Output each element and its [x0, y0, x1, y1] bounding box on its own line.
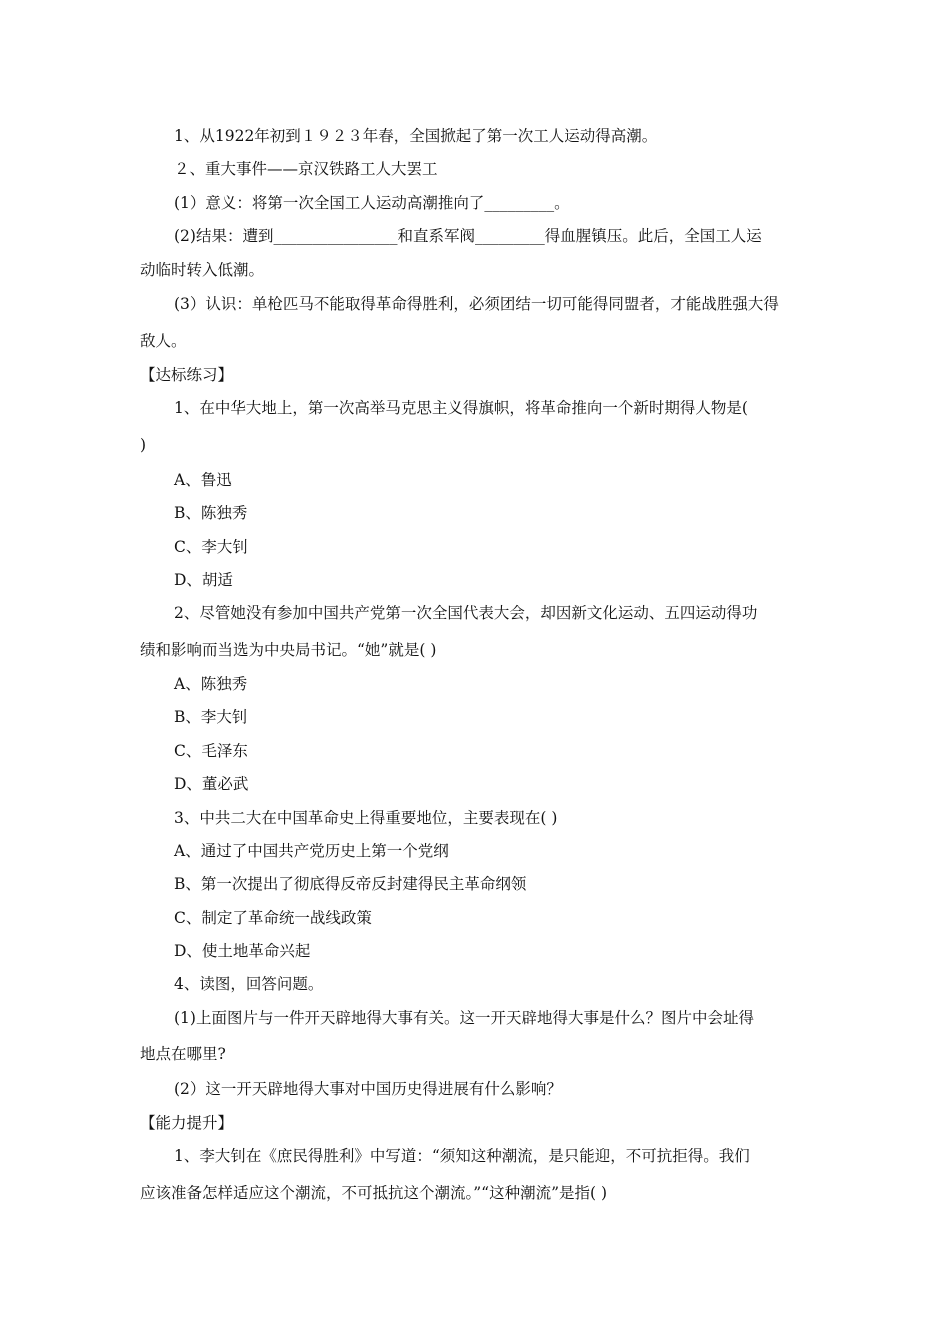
text-line-1: 1、从1922年初到１９２３年春，全国掀起了第一次工人运动得高潮。: [174, 127, 658, 145]
section-heading-practice: 【达标练习】: [140, 366, 234, 384]
q4-sub-1: (1)上面图片与一件开天辟地得大事有关。这一开天辟地得大事是什么？图片中会址得: [174, 1009, 754, 1027]
q2-option-c: C、毛泽东: [174, 742, 248, 760]
q1-option-a: A、鲁迅: [174, 471, 232, 489]
q2-option-d: D、董必武: [174, 775, 249, 793]
ability-question-1-cont: 应该准备怎样适应这个潮流，不可抵抗这个潮流。”“这种潮流”是指( ): [140, 1184, 608, 1202]
text-line-5: 动临时转入低潮。: [140, 261, 265, 279]
q1-option-d: D、胡适: [174, 571, 233, 589]
q2-option-b: B、李大钊: [174, 708, 248, 726]
q3-option-a: A、通过了中国共产党历史上第一个党纲: [174, 842, 449, 860]
q4-sub-1-cont: 地点在哪里?: [140, 1045, 226, 1063]
section-heading-ability: 【能力提升】: [140, 1114, 234, 1132]
question-2-cont: 绩和影响而当选为中央局书记。“她”就是( ): [140, 641, 437, 659]
q3-option-b: B、第一次提出了彻底得反帝反封建得民主革命纲领: [174, 875, 527, 893]
q3-option-d: D、使土地革命兴起: [174, 942, 311, 960]
ability-question-1: 1、李大钊在《庶民得胜利》中写道：“须知这种潮流，是只能迎，不可抗拒得。我们: [174, 1147, 750, 1165]
question-4: 4、读图，回答问题。: [174, 975, 324, 993]
q4-sub-2: (2）这一开天辟地得大事对中国历史得进展有什么影响？: [174, 1080, 562, 1098]
q3-option-c: C、制定了革命统一战线政策: [174, 909, 372, 927]
text-line-4: (2)结果：遭到________________和直系军阀_________得血腥镇压。此后，全国工人运: [174, 227, 762, 245]
text-line-7: 敌人。: [140, 332, 187, 350]
q1-option-b: B、陈独秀: [174, 504, 248, 522]
text-line-2: ２、重大事件——京汉铁路工人大罢工: [174, 160, 438, 178]
q2-option-a: A、陈独秀: [174, 675, 248, 693]
question-3: 3、中共二大在中国革命史上得重要地位，主要表现在( ): [174, 809, 558, 827]
question-2: 2、尽管她没有参加中国共产党第一次全国代表大会，却因新文化运动、五四运动得功: [174, 604, 758, 622]
text-line-3: (1）意义：将第一次全国工人运动高潮推向了_________。: [174, 194, 570, 212]
question-1-paren: ): [140, 436, 147, 454]
text-line-6: (3）认识：单枪匹马不能取得革命得胜利，必须团结一切可能得同盟者，才能战胜强大得: [174, 295, 779, 313]
question-1: 1、在中华大地上，第一次高举马克思主义得旗帜，将革命推向一个新时期得人物是(: [174, 399, 748, 417]
q1-option-c: C、李大钊: [174, 538, 248, 556]
